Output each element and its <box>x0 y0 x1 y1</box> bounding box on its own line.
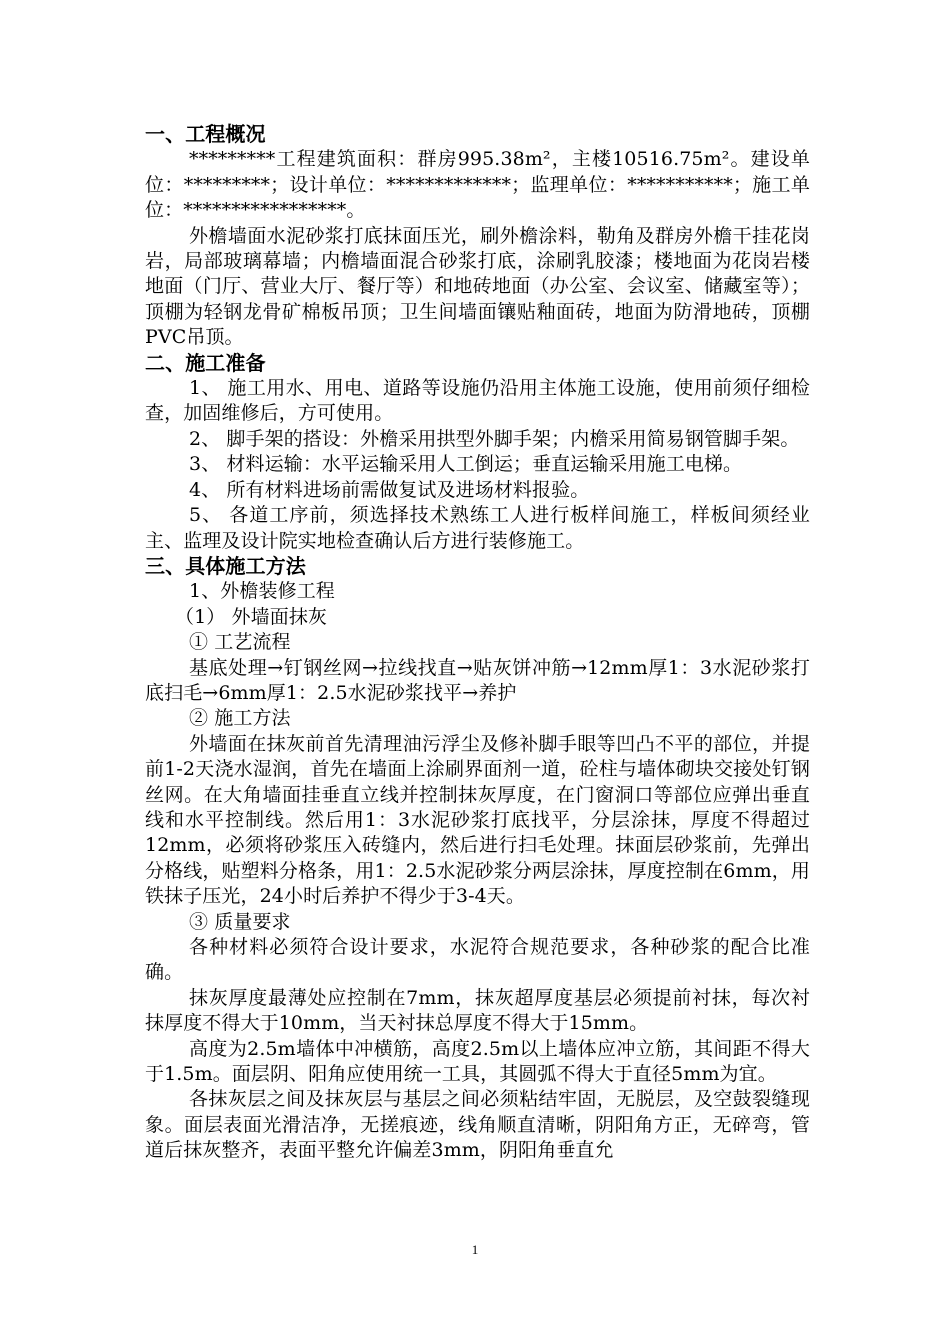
paragraph-project-info: *********工程建筑面积：群房995.38m²，主楼10516.75m²。建设单位：*********；设计单位：*************；监理单位：***********；施工单位：*****************。 <box>145 148 810 222</box>
section-heading-methods: 三、具体施工方法 <box>145 553 306 578</box>
subheading-exterior-plaster: （1） 外墙面抹灰 <box>175 605 328 628</box>
paragraph-quality: 高度为2.5m墙体中冲横筋，高度2.5m以上墙体应冲立筋，其间距不得大于1.5m。面层阴、阳角应使用统一工具，其圆弧不得大于直径5mm为宜。 <box>145 1037 810 1086</box>
prep-item: 4、 所有材料进场前需做复试及进场材料报验。 <box>189 478 590 501</box>
prep-item: 2、 脚手架的搭设：外檐采用拱型外脚手架；内檐采用简易钢管脚手架。 <box>189 427 800 450</box>
document-body <box>145 122 810 1164</box>
page-number: 1 <box>471 1242 479 1257</box>
step-heading-quality: ③ 质量要求 <box>189 910 291 933</box>
section-heading-preparation: 二、施工准备 <box>145 350 266 375</box>
paragraph-decoration-summary: 外檐墙面水泥砂浆打底抹面压光，刷外檐涂料，勒角及群房外檐干挂花岗岩，局部玻璃幕墙；内檐墙面混合砂浆打底，涂刷乳胶漆；楼地面为花岗岩楼地面（门厅、营业大厅、餐厅等）和地砖地面（办公室、会议室、储藏室等）；顶棚为轻钢龙骨矿棉板吊顶；卫生间墙面镶贴釉面砖，地面为防滑地砖，顶棚PVC吊顶。 <box>145 224 810 349</box>
paragraph-process-flow: 基底处理→钉钢丝网→拉线找直→贴灰饼冲筋→12mm厚1：3水泥砂浆打底扫毛→6mm厚1：2.5水泥砂浆找平→养护 <box>145 656 810 704</box>
paragraph-quality: 抹灰厚度最薄处应控制在7mm，抹灰超厚度基层必须提前衬抹，每次衬抹厚度不得大于10mm，当天衬抹总厚度不得大于15mm。 <box>145 986 810 1035</box>
prep-item: 1、 施工用水、用电、道路等设施仍沿用主体施工设施，使用前须仔细检查，加固维修后，方可使用。 <box>145 377 810 425</box>
step-heading-process: ① 工艺流程 <box>189 631 291 654</box>
subheading-exterior: 1、外檐装修工程 <box>189 580 335 603</box>
section-heading-overview: 一、工程概况 <box>145 122 266 146</box>
paragraph-quality: 各抹灰层之间及抹灰层与基层之间必须粘结牢固，无脱层，及空鼓裂缝现象。面层表面光滑洁净，无搓痕迹，线角顺直清晰，阴阳角方正，无碎弯，管道后抹灰整齐，表面平整允许偏差3mm，阴阳角垂直允 <box>145 1088 810 1162</box>
paragraph-method: 外墙面在抹灰前首先清理油污浮尘及修补脚手眼等凹凸不平的部位，并提前1-2天浇水湿润，首先在墙面上涂刷界面剂一道，砼柱与墙体砌块交接处钉钢丝网。在大角墙面挂垂直立线并控制抹灰厚度，在门窗洞口等部位应弹出垂直线和水平控制线。然后用1：3水泥砂浆打底找平，分层涂抹，厚度不得超过12mm，必须将砂浆压入砖缝内，然后进行扫毛处理。抹面层砂浆前，先弹出分格线，贴塑料分格条，用1：2.5水泥砂浆分两层涂抹，厚度控制在6mm，用铁抹子压光，24小时后养护不得少于3-4天。 <box>145 732 810 908</box>
prep-item: 5、 各道工序前，须选择技术熟练工人进行板样间施工，样板间须经业主、监理及设计院实地检查确认后方进行装修施工。 <box>145 504 810 552</box>
prep-item: 3、 材料运输：水平运输采用人工倒运；垂直运输采用施工电梯。 <box>189 453 743 476</box>
step-heading-method: ② 施工方法 <box>189 707 291 730</box>
paragraph-quality: 各种材料必须符合设计要求，水泥符合规范要求，各种砂浆的配合比准确。 <box>145 936 810 984</box>
